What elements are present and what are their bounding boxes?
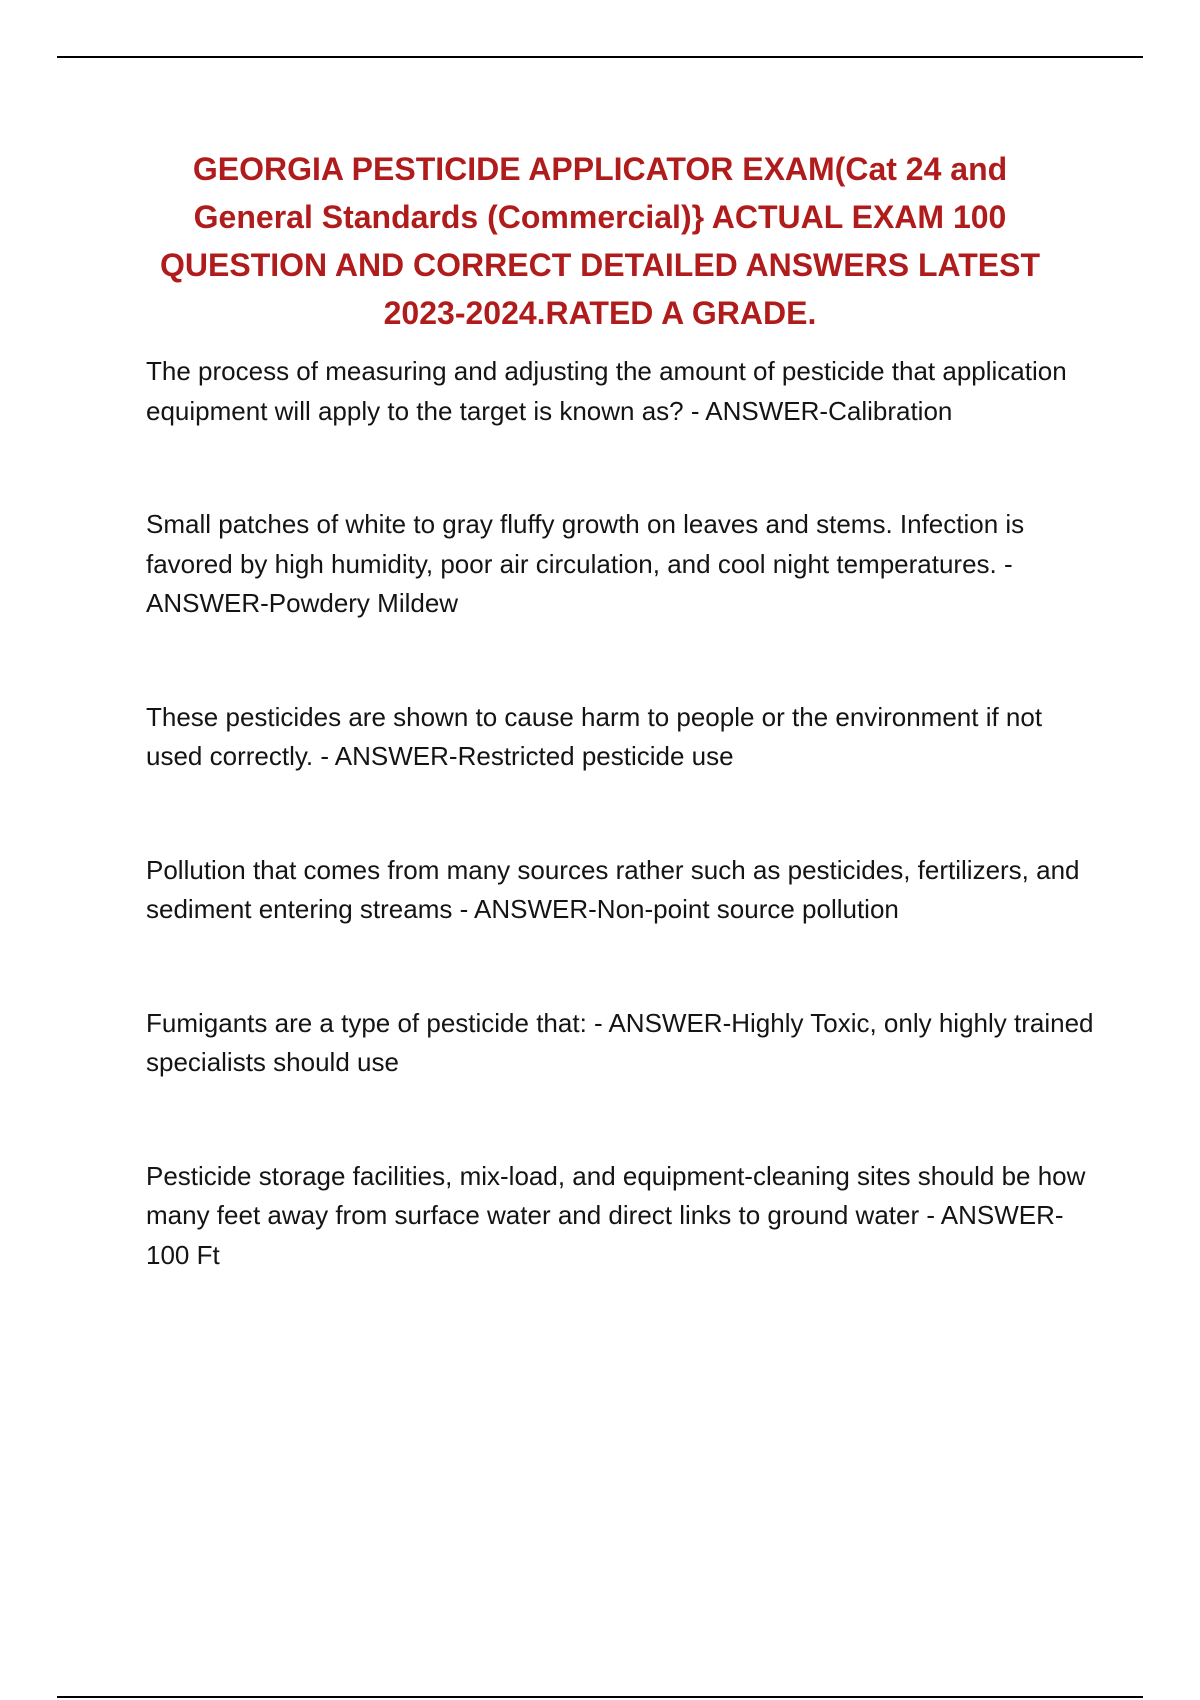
bottom-divider	[57, 1696, 1143, 1698]
qa-item: The process of measuring and adjusting the amount of pesticide that application equipment will apply to the target is known as? - ANSWER-Calibration	[146, 356, 1067, 426]
top-divider	[57, 56, 1143, 58]
qa-item: Pollution that comes from many sources rather such as pesticides, fertilizers, and sediment entering streams - ANSWER-Non-point source pollution	[146, 854, 1080, 924]
document-title: GEORGIA PESTICIDE APPLICATOR EXAM(Cat 24 and General Standards (Commercial)} ACTUAL EXAM 100 QUESTION AND CORRECT DETAILED ANSWERS LATEST 2023-2024.RATED A GRADE.	[160, 151, 1040, 331]
question-answer-list	[146, 352, 1096, 1275]
qa-item: Fumigants are a type of pesticide that: - ANSWER-Highly Toxic, only highly trained specialists should use	[146, 1007, 1094, 1077]
qa-item: Small patches of white to gray fluffy growth on leaves and stems. Infection is favored by high humidity, poor air circulation, and cool night temperatures. - ANSWER-Powdery Mildew	[146, 509, 1025, 618]
qa-item: Pesticide storage facilities, mix-load, and equipment-cleaning sites should be how many feet away from surface water and direct links to ground water - ANSWER-100 Ft	[146, 1160, 1086, 1270]
qa-item: These pesticides are shown to cause harm to people or the environment if not used correctly. - ANSWER-Restricted pesticide use	[146, 701, 1043, 771]
